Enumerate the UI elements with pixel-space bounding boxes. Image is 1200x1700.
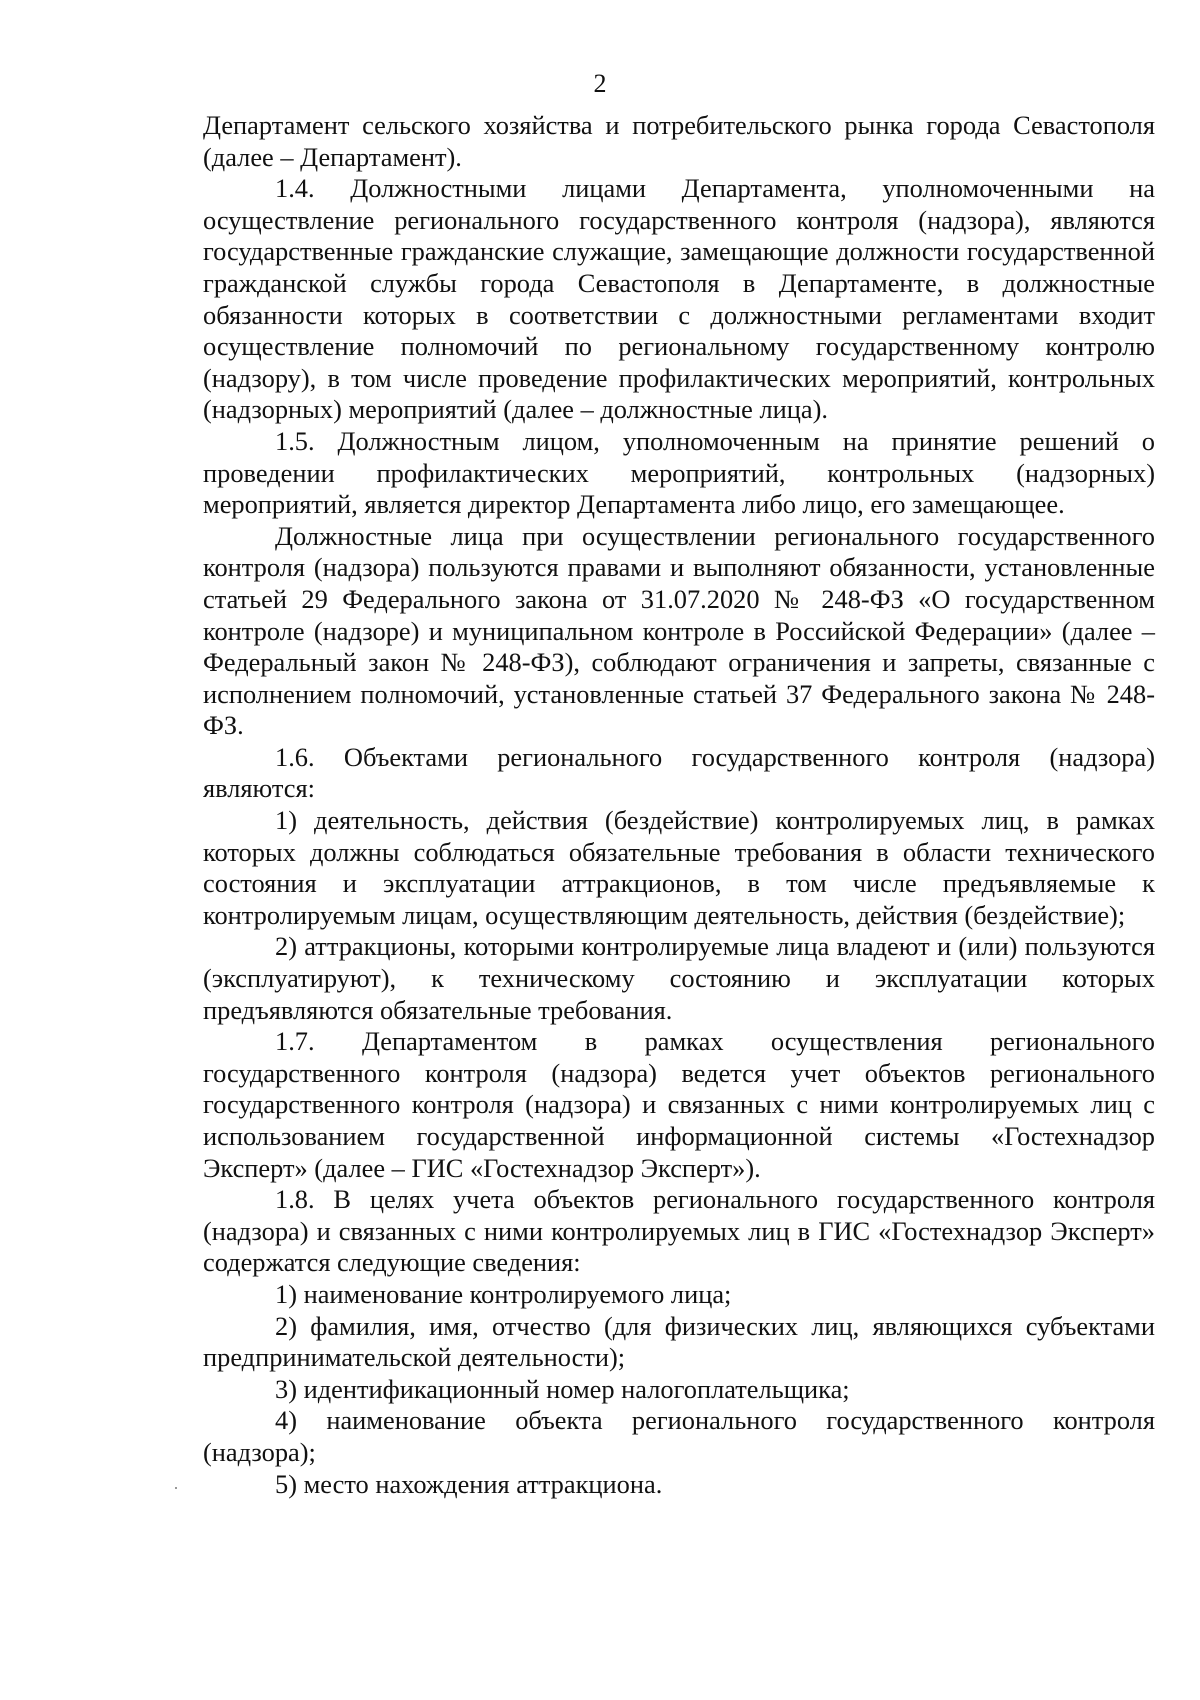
list-item-registry-3: 3) идентификационный номер налогоплательщика; bbox=[275, 1373, 850, 1404]
list-item-registry-4: 4) наименование объекта регионального государственного контроля (надзора); bbox=[203, 1405, 1155, 1467]
paragraph-1-6-objects: 1.6. Объектами регионального государственного контроля (надзора) являются: bbox=[203, 741, 1155, 804]
paragraph-1-8-registry-data: 1.8. В целях учета объектов регионального государственного контроля (надзора) и связанных с ними контролируемых лиц в ГИС «Гостехнадзор Эксперт» содержатся следующие сведения: bbox=[203, 1184, 1155, 1278]
list-item-objects-1: 1) деятельность, действия (бездействие) контролируемых лиц, в рамках которых должны соблюдаться обязательные требования в области технического состояния и эксплуатации аттракционов, в том числе предъявляемые к контролируемым лицам, осуществляющим деятельность, действия (бездействие); bbox=[203, 805, 1155, 930]
paragraph-1-4-officials: 1.4. Должностными лицами Департамента, уполномоченными на осуществление регионального государственного контроля (надзора), являются государственные гражданские служащие, замещающие должности государственной гражданской службы города Севастополя в Департаменте, в должностные обязанности которых в соответствии с должностными регламентами входит осуществление полномочий по региональному государственному контролю (надзору), в том числе проведение профилактических мероприятий, контрольных (надзорных) мероприятий (далее – должностные лица). bbox=[203, 173, 1155, 425]
document-body bbox=[203, 110, 1155, 1500]
list-item-registry-5: 5) место нахождения аттракциона. bbox=[275, 1468, 663, 1499]
page-number: 2 bbox=[593, 69, 607, 98]
paragraph-1-5-decision-official: 1.5. Должностным лицом, уполномоченным на принятие решений о проведении профилактических мероприятий, контрольных (надзорных) мероприятий, является директор Департамента либо лицо, его замещающее. bbox=[203, 425, 1155, 520]
scan-speck bbox=[175, 1487, 177, 1489]
paragraph-officials-rights: Должностные лица при осуществлении регионального государственного контроля (надзора) пользуются правами и выполняют обязанности, установленные статьей 29 Федерального закона от 31.07.2020 № 248-ФЗ «О государственном контроле (надзоре) и муниципальном контроле в Российской Федерации» (далее – Федеральный закон № 248-ФЗ), соблюдают ограничения и запреты, связанные с исполнением полномочий, установленные статьей 37 Федерального закона № 248-ФЗ. bbox=[203, 520, 1155, 741]
list-item-registry-1: 1) наименование контролируемого лица; bbox=[275, 1278, 732, 1309]
paragraph-department-name: Департамент сельского хозяйства и потребительского рынка города Севастополя (далее – Департамент). bbox=[203, 110, 1155, 172]
list-item-registry-2: 2) фамилия, имя, отчество (для физических лиц, являющихся субъектами предпринимательской деятельности); bbox=[203, 1310, 1155, 1373]
paragraph-1-7-registry: 1.7. Департаментом в рамках осуществления регионального государственного контроля (надзора) ведется учет объектов регионального государственного контроля (надзора) и связанных с ними контролируемых лиц с использованием государственной информационной системы «Гостехнадзор Эксперт» (далее – ГИС «Гостехнадзор Эксперт»). bbox=[203, 1026, 1155, 1183]
list-item-objects-2: 2) аттракционы, которыми контролируемые лица владеют и (или) пользуются (эксплуатируют), к техническому состоянию и эксплуатации которых предъявляются обязательные требования. bbox=[203, 931, 1155, 1025]
